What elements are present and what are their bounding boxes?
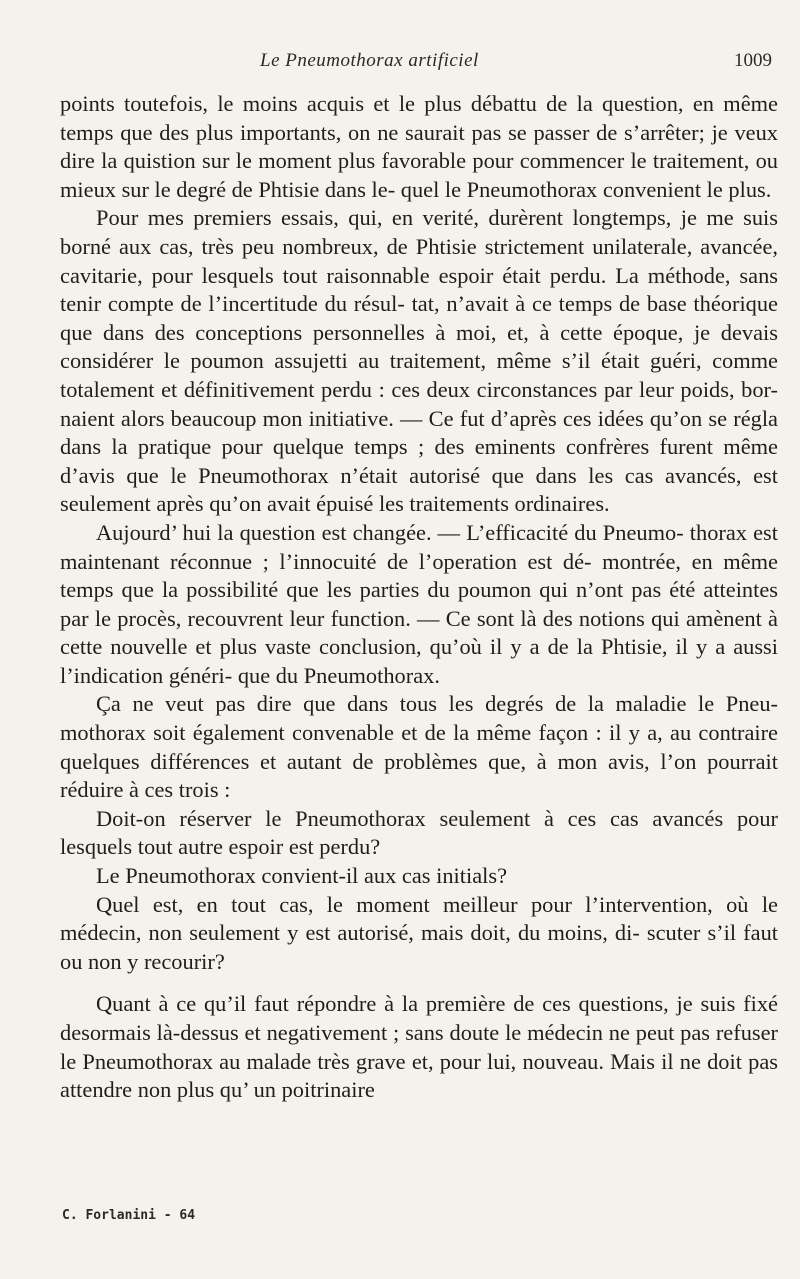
paragraph-quant-a: Quant à ce qu’il faut répondre à la première de ces questions, je suis fixé desormais là-dessus et negativement ; sans doute le médecin ne peut pas refuser le Pneumothorax au malade très grave et, pour lui, nouveau. Mais il ne doit pas attendre non plus qu’ un poitrinaire [60, 991, 778, 1103]
paragraph-continuation: points toutefois, le moins acquis et le plus débattu de la question, en même temps que des plus importants, on ne saurait pas se passer de s’arrêter; je veux dire la quistion sur le moment plus favorable pour commencer le traitement, ou mieux sur le degré de Phtisie dans le- quel le Pneumothorax convenient le plus. [60, 91, 778, 202]
question-two: Le Pneumothorax convient-il aux cas initials? [96, 863, 508, 889]
page-header [60, 50, 772, 80]
page-number: 1009 [734, 50, 772, 71]
signature-mark: C. Forlanini - 64 [62, 1208, 196, 1223]
paragraph-premiers-essais: Pour mes premiers essais, qui, en verité, durèrent longtemps, je me suis borné aux cas, très peu nombreux, de Phtisie strictement unilaterale, avancée, cavitarie, pour lesquels tout raisonnable espoir était perdu. La méthode, sans tenir compte de l’incertitude du résul- tat, n’avait à ce temps de base théorique que dans des conceptions personnelles à moi, et, à cette époque, je devais considérer le poumon assujetti au traitement, même s’il était guéri, comme totalement et définitivement perdu : ces deux circonstances par leur poids, bor- naient alors beaucoup mon initiative. — Ce fut d’après ces idées qu’on se régla dans la pratique pour quelque temps ; des eminents confrères furent même d’avis que le Pneumothorax n’était autorisé que dans les cas avancés, est seulement après qu’on avait épuisé les traitements ordinaires. [60, 205, 778, 517]
paragraph-aujourdhui: Aujourd’ hui la question est changée. — L’efficacité du Pneumo- thorax est maintenant réconnue ; l’innocuité de l’operation est dé- montrée, en même temps que la possibilité que les parties du poumon qui n’ont pas été atteintes par le procès, recouvrent leur function. — Ce sont là des notions qui amènent à cette nouvelle et plus vaste conclusion, qu’où il y a de la Phtisie, il y a aussi l’indication généri- que du Pneumothorax. [60, 519, 778, 688]
question-three: Quel est, en tout cas, le moment meilleur pour l’intervention, où le médecin, non seulement y est autorisé, mais doit, du moins, di- scuter s’il faut ou non y recourir? [60, 891, 778, 974]
question-one: Doit-on réserver le Pneumothorax seulement à ces cas avancés pour lesquels tout autre espoir est perdu? [60, 805, 778, 860]
running-title: Le Pneumothorax artificiel [260, 50, 479, 71]
body-text [60, 90, 778, 1105]
paragraph-ca-ne-veut: Ça ne veut pas dire que dans tous les degrés de la maladie le Pneu- mothorax soit également convenable et de la même façon : il y a, au contraire quelques différences et autant de problèmes que, à mon avis, l’on pourrait réduire à ces trois : [60, 691, 778, 803]
